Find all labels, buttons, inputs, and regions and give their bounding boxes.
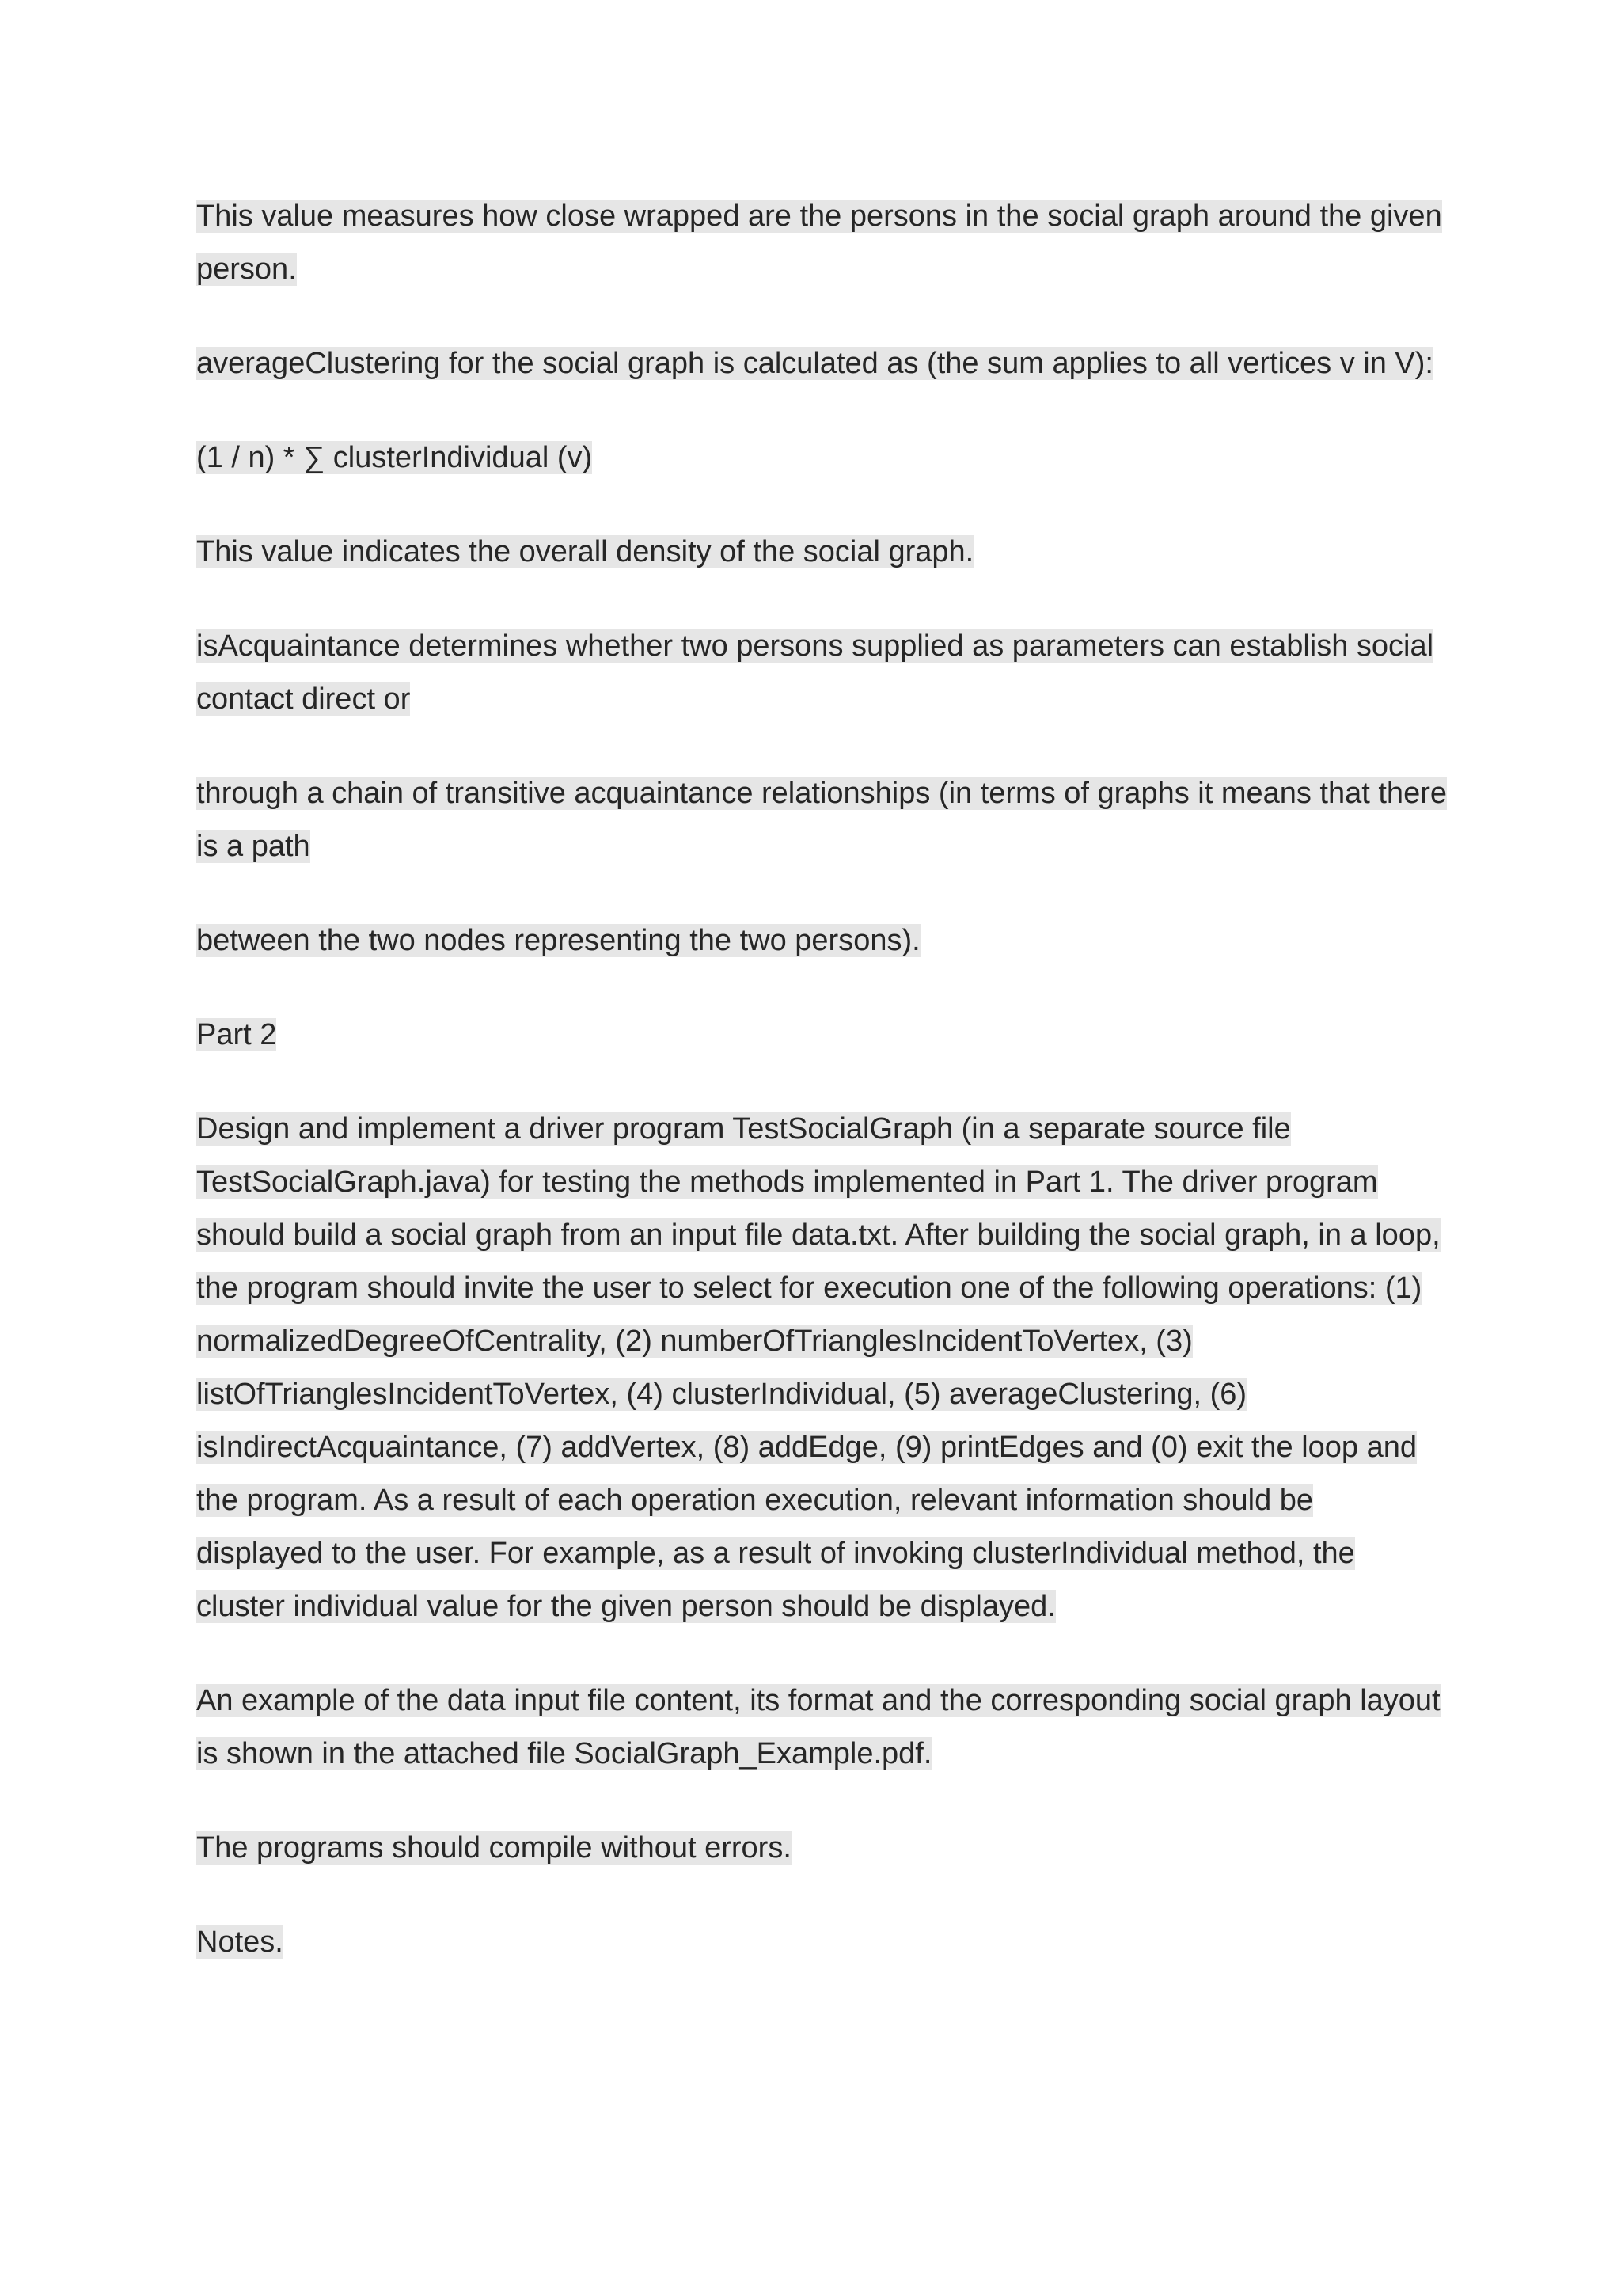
paragraph-text: averageClustering for the social graph is calculated as (the sum applies to all vertices v in V): xyxy=(196,347,1433,380)
paragraph-text: Design and implement a driver program TestSocialGraph (in a separate source file TestSocialGraph.java) for testing the methods implemented in Part 1. The driver program should build a social graph from an input file data.txt. After building the social graph, in a loop, the program should invite the user to select for execution one of the following operations: (1) normalizedDegreeOfCentrality, (2) numberOfTrianglesIncidentToVertex, (3) listOfTrianglesIncidentToVertex, (4) clusterIndividual, (5) averageClustering, (6) isIndirectAcquaintance, (7) addVertex, (8) addEdge, (9) printEdges and (0) exit the loop and the program. As a result of each operation execution, relevant information should be displayed to the user. For example, as a result of invoking clusterIndividual method, the cluster individual value for the given person should be displayed. xyxy=(196,1112,1441,1623)
heading-text: Part 2 xyxy=(196,1018,277,1051)
paragraph-compile xyxy=(196,1822,1447,1875)
paragraph-text: An example of the data input file content, its format and the corresponding social graph layout is shown in the attached file SocialGraph_Example.pdf. xyxy=(196,1684,1441,1770)
paragraph-driver-program xyxy=(196,1103,1447,1633)
paragraph-text: between the two nodes representing the two persons). xyxy=(196,924,921,957)
paragraph-formula xyxy=(196,431,1447,485)
paragraph-between-nodes xyxy=(196,914,1447,967)
paragraph-text: This value measures how close wrapped are the persons in the social graph around the given person. xyxy=(196,200,1442,286)
paragraph-notes xyxy=(196,1916,1447,1969)
paragraph-is-acquaintance xyxy=(196,620,1447,726)
paragraph-text: Notes. xyxy=(196,1925,283,1959)
paragraph-density xyxy=(196,526,1447,579)
paragraph-text: through a chain of transitive acquaintance relationships (in terms of graphs it means that there is a path xyxy=(196,777,1447,863)
paragraph-clustering-description xyxy=(196,190,1447,296)
section-heading-part-2 xyxy=(196,1009,1447,1062)
paragraph-average-clustering xyxy=(196,337,1447,390)
document-body xyxy=(196,190,1447,2010)
paragraph-text: (1 / n) * ∑ clusterIndividual (v) xyxy=(196,441,593,474)
paragraph-text: The programs should compile without errors. xyxy=(196,1831,792,1865)
paragraph-data-example xyxy=(196,1674,1447,1781)
paragraph-text: isAcquaintance determines whether two persons supplied as parameters can establish social contact direct or xyxy=(196,629,1434,716)
paragraph-text: This value indicates the overall density of the social graph. xyxy=(196,535,974,568)
paragraph-transitive-chain xyxy=(196,767,1447,873)
